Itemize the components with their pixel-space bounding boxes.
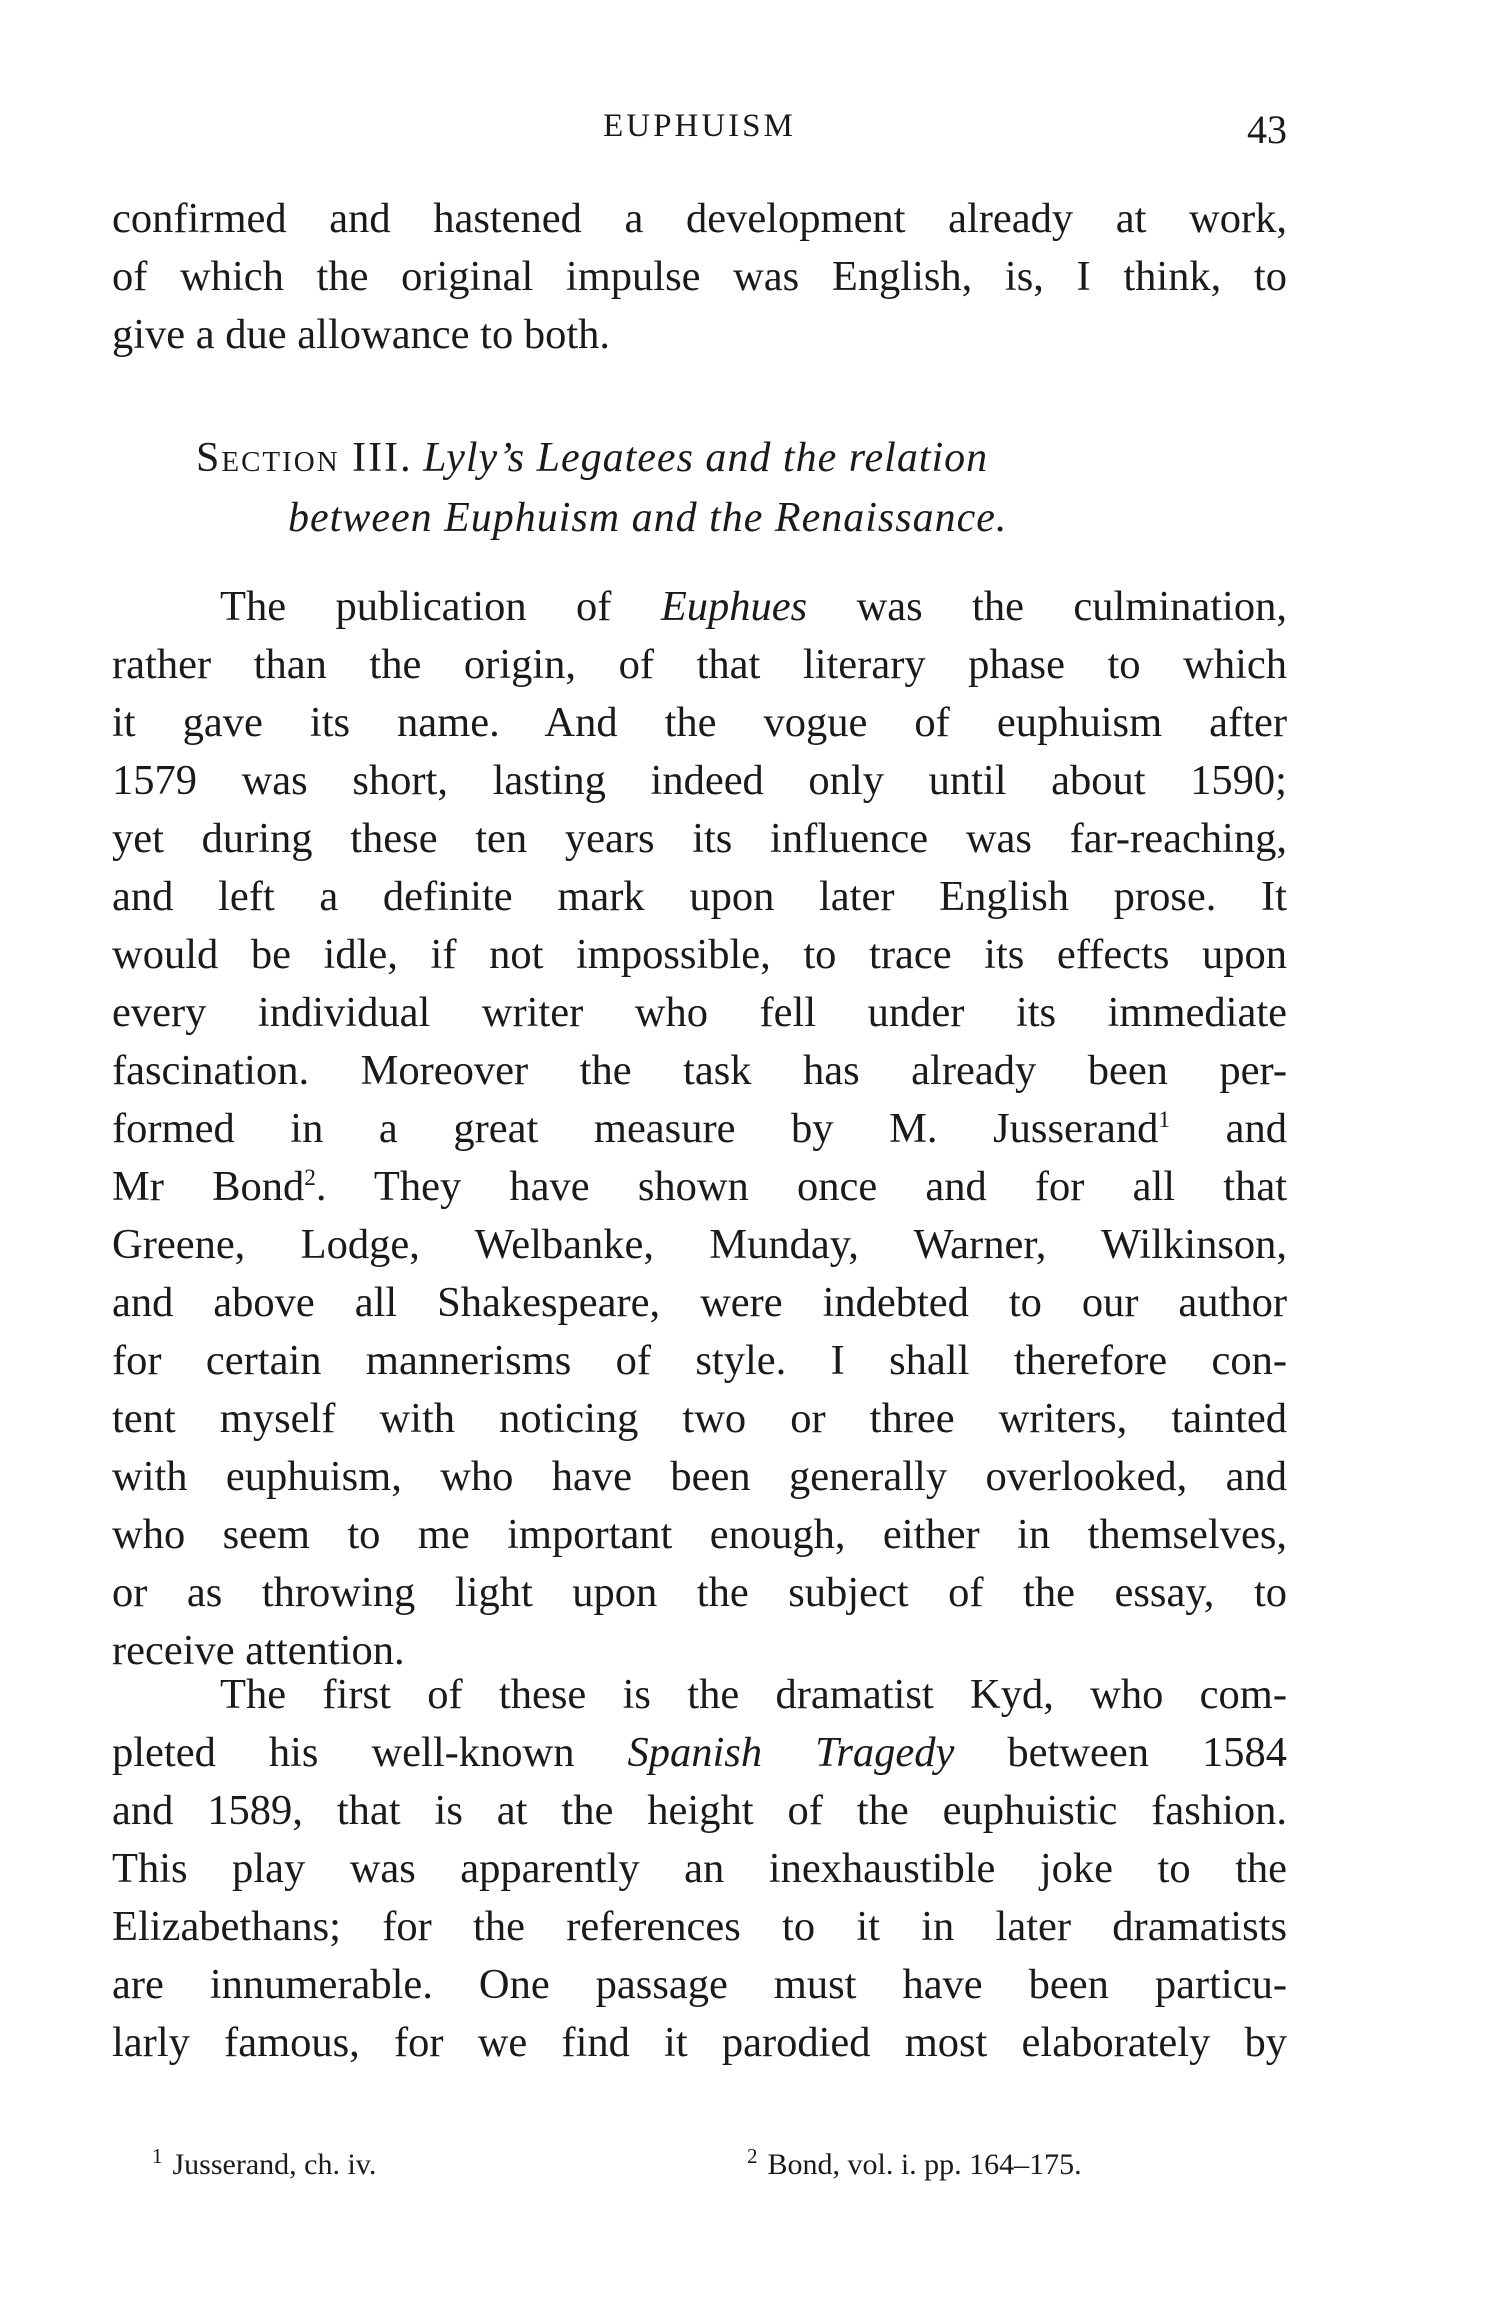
text-line: every individual writer who fell under its immediate (112, 989, 1287, 1036)
text-line: and left a definite mark upon later English prose. It (112, 873, 1287, 920)
page-header (112, 108, 1287, 168)
text-line: are innumerable. One passage must have been particu- (112, 1961, 1287, 2008)
text-line: This play was apparently an inexhaustible joke to the (112, 1845, 1287, 1892)
footnote-mark: 2 (747, 2144, 758, 2168)
text-line: rather than the origin, of that literary phase to which (112, 641, 1287, 688)
footnote-text: Bond, vol. i. pp. 164–175. (767, 2148, 1082, 2181)
text-line: receive attention. (112, 1627, 405, 1674)
section-heading-line-2 (112, 488, 1287, 548)
footnote-ref-2: 2 (304, 1164, 316, 1191)
section-heading (112, 428, 1287, 548)
section-label: Section III. (196, 435, 413, 481)
text-line: confirmed and hastened a development already at work, (112, 195, 1287, 242)
text-line: fascination. Moreover the task has already been per- (112, 1047, 1287, 1094)
paragraph-continued (112, 190, 1287, 364)
footnote-text: Jusserand, ch. iv. (172, 2148, 377, 2181)
text-line: Mr Bond$^2$. They have shown once and for all that (112, 1163, 1287, 1210)
paragraph-publication (112, 578, 1287, 1680)
text-line: 1579 was short, lasting indeed only until about 1590; (112, 757, 1287, 804)
text-line: yet during these ten years its influence was far-reaching, (112, 815, 1287, 862)
text-line: who seem to me important enough, either in themselves, (112, 1511, 1287, 1558)
text-line: and 1589, that is at the height of the euphuistic fashion. (112, 1787, 1287, 1834)
footnote-1 (152, 2145, 376, 2185)
text-line: and above all Shakespeare, were indebted to our author (112, 1279, 1287, 1326)
italic-title: Euphues (660, 583, 808, 630)
text-line: or as throwing light upon the subject of the essay, to (112, 1569, 1287, 1616)
text-line: formed in a great measure by M. Jusserand$^1$ and (112, 1105, 1287, 1152)
paragraph-kyd (112, 1666, 1287, 2072)
italic-title: Spanish Tragedy (627, 1729, 955, 1776)
section-title-part-2: between Euphuism and the Renaissance. (288, 495, 1008, 541)
text-line: for certain mannerisms of style. I shall therefore con- (112, 1337, 1287, 1384)
text-line: The publication of Euphues was the culmination, (220, 583, 1287, 630)
text-line: pleted his well-known Spanish Tragedy between 1584 (112, 1729, 1288, 1776)
running-head: EUPHUISM (603, 108, 796, 144)
section-heading-line-1 (112, 428, 1287, 488)
text-line: with euphuism, who have been generally overlooked, and (112, 1453, 1287, 1500)
page-number: 43 (1247, 107, 1287, 152)
text-line: tent myself with noticing two or three writers, tainted (112, 1395, 1287, 1442)
text-line: larly famous, for we find it parodied most elaborately by (112, 2019, 1287, 2066)
footnote-2 (747, 2145, 1082, 2185)
text-line: of which the original impulse was English, is, I think, to (112, 253, 1287, 300)
text-line: The first of these is the dramatist Kyd, who com- (220, 1671, 1287, 1718)
text-line: would be idle, if not impossible, to trace its effects upon (112, 931, 1287, 978)
text-line: it gave its name. And the vogue of euphuism after (112, 699, 1287, 746)
text-line: give a due allowance to both. (112, 311, 611, 358)
section-title-part-1: Lyly’s Legatees and the relation (423, 435, 989, 481)
footnote-ref-1: 1 (1158, 1106, 1171, 1133)
footnote-mark: 1 (152, 2144, 163, 2168)
text-line: Elizabethans; for the references to it in later dramatists (112, 1903, 1287, 1950)
text-line: Greene, Lodge, Welbanke, Munday, Warner, Wilkinson, (112, 1221, 1287, 1268)
